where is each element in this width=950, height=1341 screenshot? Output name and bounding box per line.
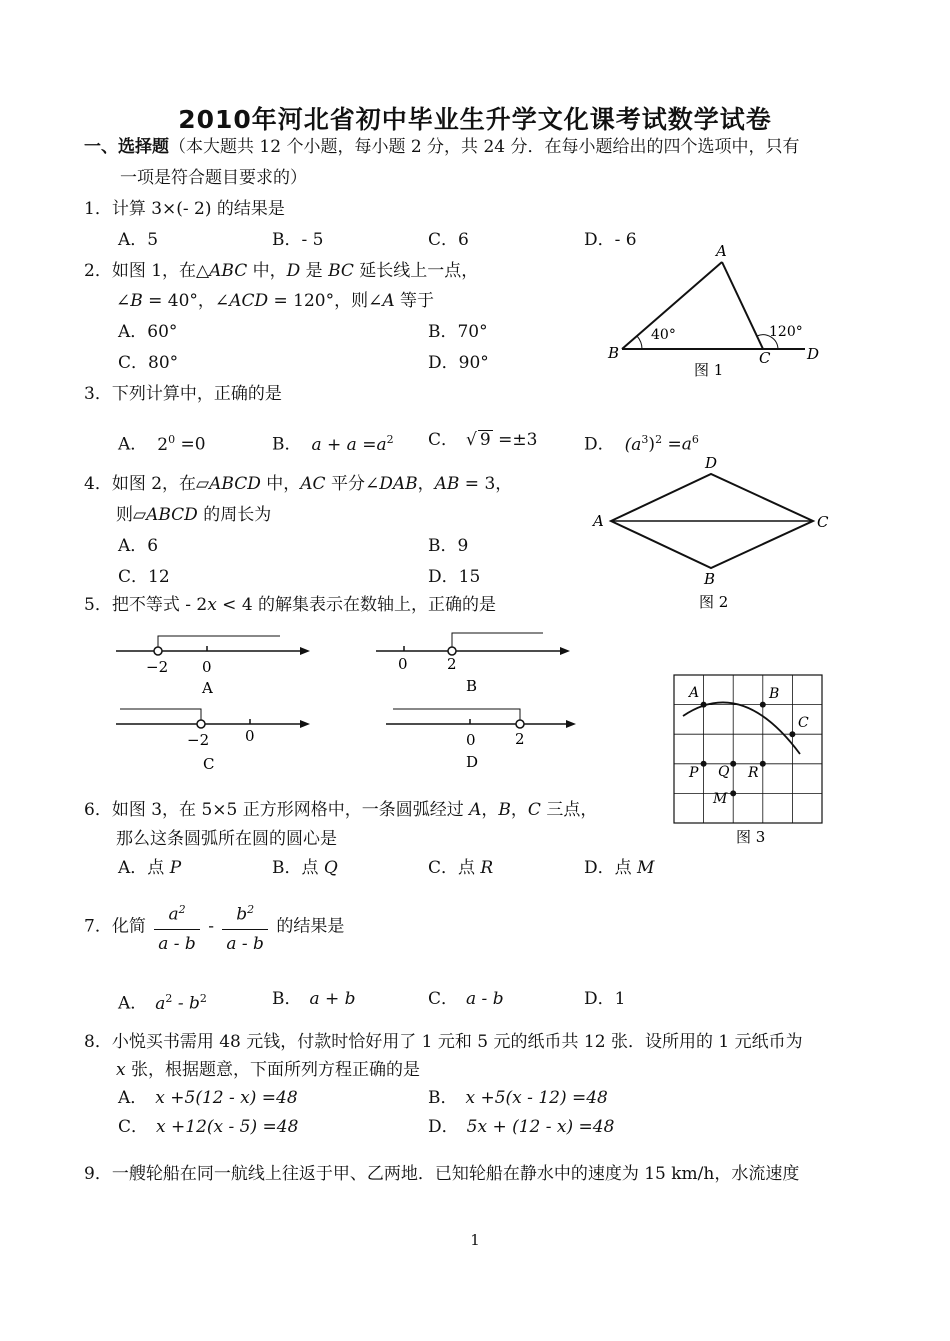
q2-a: A [382,291,395,311]
q7-f2-exp: 2 [247,903,255,916]
point-r [760,761,766,767]
angle-b-arc [637,336,642,349]
label-b: B [769,686,780,702]
section-heading-line1 [84,136,800,158]
q3-option-a [118,429,206,456]
q3-d-open: (a [624,434,642,455]
solution-ray [120,709,201,721]
q2-b: B [130,291,143,311]
label-a: A [689,685,700,701]
figure-1-triangle [600,240,830,385]
q3-d-exp1: 3 [641,433,649,446]
vertex-c-label: C [817,513,829,531]
q3-d-eq: =a [662,434,692,455]
angle-b-value: 40° [651,327,676,343]
option-label: D [466,753,479,771]
q7-option-a [118,988,207,1015]
q8-b-label: B． [428,1088,458,1108]
q4-option-a: A．6 [118,536,159,556]
q4-text: ， [417,474,435,494]
q2-option-c: C．80° [118,353,179,373]
q6-text: 6．如图 3，在 5×5 正方形网格中，一条圆弧经过 [84,800,470,820]
label-n2: 0 [202,658,212,676]
q2-acd: ACD [229,291,269,311]
q5-x: x [207,595,217,615]
q8-c-label: C． [118,1117,149,1137]
q1-stem: 1．计算 3×(- 2) 的结果是 [84,199,285,219]
q3-a-exp: 0 [168,433,176,446]
q7-c-label: C． [428,989,459,1009]
label-n1: −2 [146,658,169,676]
q2-text: 等于 [394,291,435,311]
label-r: R [748,765,759,781]
point-a [701,702,707,708]
label-n2: 0 [245,727,255,745]
q1-option-d: D．- 6 [584,230,637,250]
q8-a-expr: x +5(12 - x) =48 [155,1088,298,1108]
q3-d-exp2: 2 [655,433,663,446]
q4-abcd: ABCD [209,474,261,494]
q7-a-exp2: 2 [199,992,207,1005]
q8-line2 [116,1059,420,1081]
q7-a-expr1: a [155,993,166,1014]
q8-option-a [118,1087,298,1109]
angle-acd-value: 120° [769,324,803,340]
open-point [154,647,162,655]
figure-2-parallelogram [585,450,835,620]
solution-ray [393,709,520,721]
q9-line1: 9．一艘轮船在同一航线上往返于甲、乙两地．已知轮船在静水中的速度为 15 km/h，水流速度 [84,1164,800,1184]
figure-2-caption: 图 2 [699,593,729,611]
q7-a-label: A． [118,993,148,1014]
q7-text: 的结果是 [276,916,345,937]
q4-option-c: C．12 [118,567,170,587]
q2-option-a: A．60° [118,322,178,342]
q2-text: = 40°，∠ [142,291,230,311]
q3-b-label: B． [272,434,302,455]
q2-text: = 120°，则∠ [268,291,383,311]
q3-c-label: C． [428,430,459,450]
open-point [197,720,205,728]
arrow-icon [300,720,310,728]
q7-option-b [272,988,356,1010]
fraction-denominator: a - b [158,933,196,954]
label-n1: 0 [398,655,408,673]
q2-abc: ABC [209,261,248,281]
fraction-numerator [154,898,200,930]
figure-1-caption: 图 1 [694,361,724,379]
q7-f1-num: a [168,904,179,925]
q4-text: 则▱ [116,505,147,525]
arrow-icon [560,647,570,655]
vertex-b-label: B [704,570,716,588]
q2-bc: BC [328,261,354,281]
arc-abc [683,702,800,754]
q7-fraction-2 [222,898,268,956]
q8-option-c [118,1116,298,1138]
q6-option-b [272,857,338,879]
q5-number-line-b [370,625,580,700]
vertex-c-label: C [759,349,771,367]
q6-option-d [584,857,654,879]
fraction-denominator: a - b [226,933,264,954]
open-point [448,647,456,655]
q8-x: x [116,1060,126,1080]
point-q [730,761,736,767]
q8-line1: 8．小悦买书需用 48 元钱，付款时恰好用了 1 元和 5 元的纸币共 12 张．设所用的 1 元纸币为 [84,1032,803,1052]
q3-a-label: A． [118,434,148,455]
arrow-icon [566,720,576,728]
q7-option-d: D．1 [584,989,626,1009]
point-p [701,761,707,767]
q5-text: < 4 的解集表示在数轴上，正确的是 [216,595,497,615]
point-m [730,790,736,796]
q3-option-b [272,429,394,456]
q7-b-label: B． [272,989,302,1009]
q6-b: B [498,800,511,820]
open-point [516,720,524,728]
q8-text: 张，根据题意，下面所列方程正确的是 [125,1060,420,1080]
q7-text: 7．化简 [84,916,146,937]
figure-3-caption: 图 3 [736,828,766,846]
q4-option-b: B．9 [428,536,469,556]
option-label: A [202,679,213,697]
q6-c: C [527,800,541,820]
q2-text: 是 [300,261,329,281]
q4-abcd: ABCD [146,505,198,525]
q3-d-label: D． [584,434,615,455]
q4-line1 [84,473,512,495]
q4-option-d: D．15 [428,567,481,587]
q1-option-a: A．5 [118,230,159,250]
q3-option-c: C． √ 9 =±3 [428,430,538,450]
q2-option-d: D．90° [428,353,489,373]
q2-d: D [286,261,301,281]
q7-stem [84,898,344,956]
q4-ac: AC [300,474,326,494]
q5-number-line-c [110,700,320,778]
vertex-a-label: A [593,512,604,530]
q2-option-b: B．70° [428,322,488,342]
q7-fraction-1 [154,898,200,956]
q2-text: 中， [247,261,287,281]
figure-3-grid [670,672,830,852]
label-n2: 2 [447,655,457,673]
q3-d-close: ) [648,434,656,455]
q4-text: = 3， [459,474,513,494]
label-n2: 2 [515,730,525,748]
q6-text: ， [510,800,528,820]
q8-a-label: A． [118,1088,148,1108]
q4-line2 [116,504,271,526]
vertex-d-label: D [705,454,718,472]
q6-d-label: D．点 [584,858,638,878]
q7-minus: - [208,916,214,937]
label-p: P [689,765,699,781]
q6-line1 [84,799,597,821]
q7-a-exp1: 2 [165,992,173,1005]
option-label: B [466,677,478,695]
point-c [789,731,795,737]
q6-text: 三点， [540,800,598,820]
q6-option-c [428,857,493,879]
point-b [760,702,766,708]
label-n1: 0 [466,731,476,749]
q3-d-exp3: 6 [691,433,699,446]
q6-a-point: P [169,858,182,878]
q5-text: 5．把不等式 - 2 [84,595,208,615]
q7-b-expr: a + b [309,989,356,1009]
q8-option-b [428,1087,608,1109]
label-q: Q [718,764,730,780]
q8-d-expr: 5x + (12 - x) =48 [466,1117,615,1137]
label-m: M [713,791,728,807]
fraction-numerator [222,898,268,930]
q1-option-b: B．- 5 [272,230,324,250]
exam-title: 2010年河北省初中毕业生升学文化课考试数学试卷 [178,105,772,134]
q7-option-c [428,988,504,1010]
q2-line2 [116,290,434,312]
q8-option-d [428,1116,614,1138]
label-c: C [798,715,809,731]
q3-b-exp: 2 [386,433,394,446]
q6-c-label: C．点 [428,858,481,878]
q4-text: 的周长为 [197,505,272,525]
q8-d-label: D． [428,1117,459,1137]
q7-c-expr: a - b [466,989,504,1009]
q7-f2-num: b [236,904,248,925]
q2-text: 2．如图 1，在△ [84,261,210,281]
q6-a-label: A．点 [118,858,170,878]
q3-stem: 3．下列计算中，正确的是 [84,384,282,404]
side-ac [722,262,763,349]
q4-ab: AB [434,474,460,494]
q1-option-c: C．6 [428,230,469,250]
q6-b-point: Q [323,858,338,878]
q6-option-a [118,857,181,879]
q6-text: ， [481,800,499,820]
q6-a: A [469,800,482,820]
solution-ray [452,633,543,649]
q4-dab: DAB [379,474,418,494]
q8-b-expr: x +5(x - 12) =48 [465,1088,608,1108]
q3-c-radicand: 9 [479,430,491,450]
q2-line1 [84,260,478,282]
q4-text: 中， [260,474,301,494]
q3-b-expr: a + a =a [311,434,387,455]
vertex-d-label: D [807,345,820,363]
section-instructions-line2: 一项是符合题目要求的） [120,168,307,188]
vertex-b-label: B [608,344,620,362]
q5-stem [84,594,496,616]
q6-d-point: M [637,858,655,878]
q6-line2: 那么这条圆弧所在圆的圆心是 [116,829,337,849]
q8-c-expr: x +12(x - 5) =48 [156,1117,299,1137]
q7-a-mid: - b [172,993,200,1014]
q4-text: 4．如图 2，在▱ [84,474,210,494]
q2-text: 延长线上一点， [353,261,479,281]
solution-ray [158,636,280,649]
arrow-icon [300,647,310,655]
q4-text: 平分∠ [325,474,380,494]
option-label: C [203,755,215,773]
q3-a-base: 2 [157,434,169,455]
section-title: 一、选择题 [84,137,169,157]
q2-text: ∠ [116,291,131,311]
label-n1: −2 [187,731,210,749]
q5-number-line-a [110,625,320,700]
page-number: 1 [470,1231,480,1249]
q3-c-rest: =±3 [492,430,538,450]
q6-b-label: B．点 [272,858,324,878]
q7-f1-exp: 2 [178,903,186,916]
q6-c-point: R [480,858,494,878]
section-instructions: （本大题共 12 个小题，每小题 2 分，共 24 分．在每小题给出的四个选项中，只有 [169,137,800,157]
q5-number-line-d [380,700,590,778]
vertex-a-label: A [716,242,727,260]
q3-a-rest: =0 [175,434,206,455]
